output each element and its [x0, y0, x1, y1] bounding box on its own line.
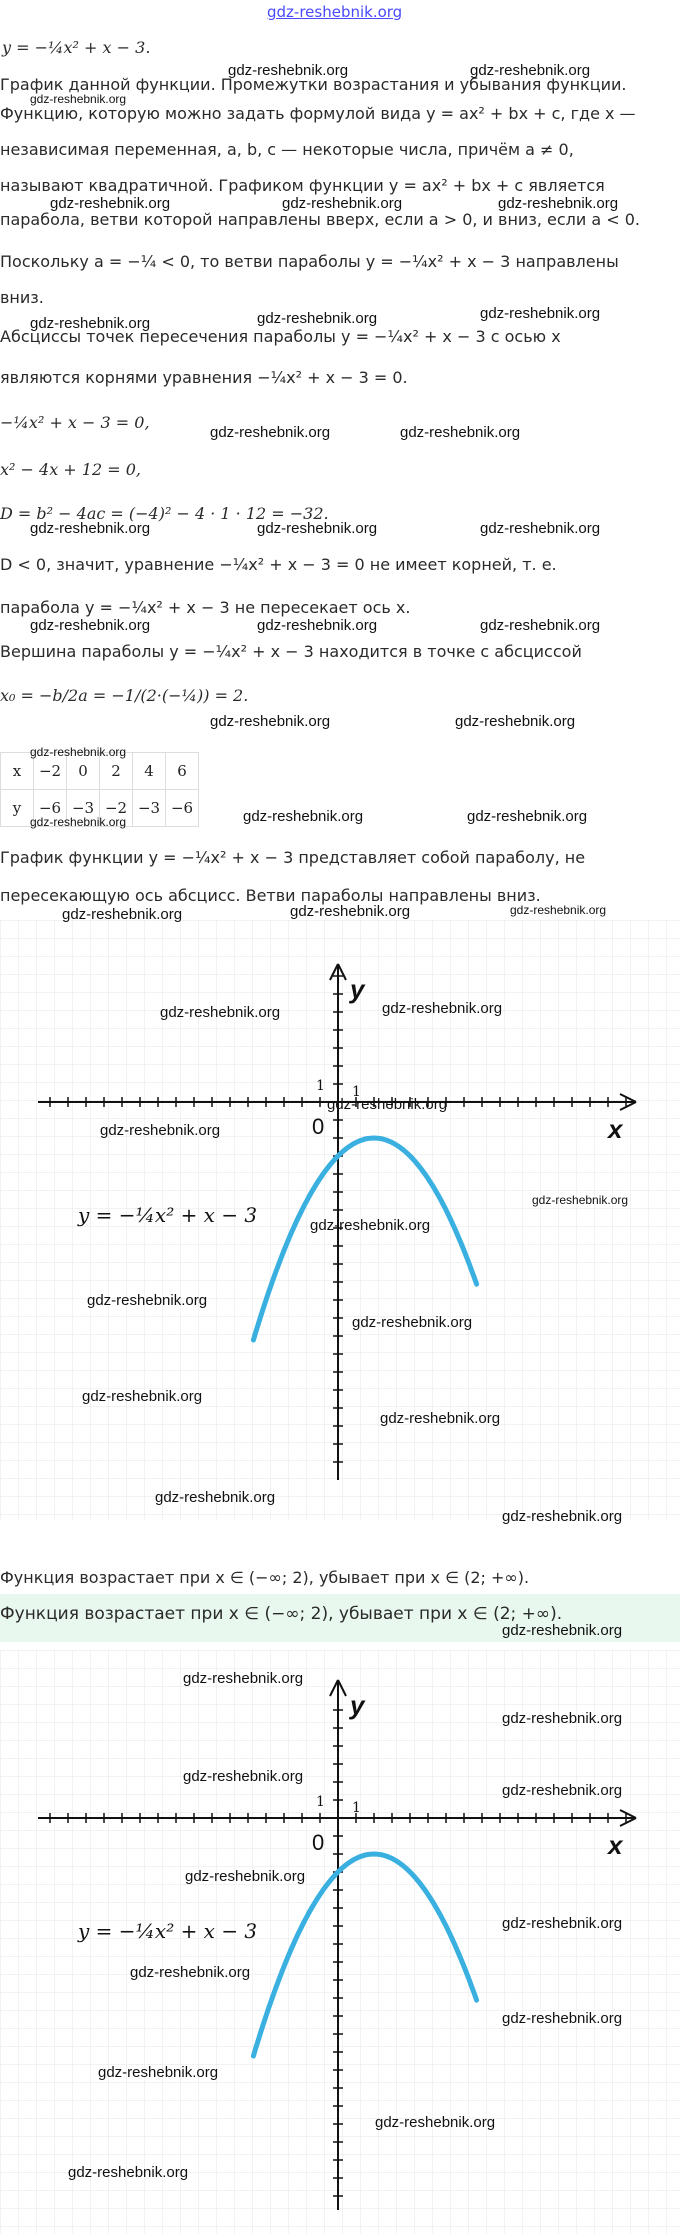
watermark-text: gdz-reshebnik.org [183, 1768, 304, 1785]
watermark-text: gdz-reshebnik.org [30, 315, 151, 332]
watermark-text: gdz-reshebnik.org [498, 195, 619, 212]
table-cell: −3 [67, 790, 100, 827]
watermark-text: gdz-reshebnik.org [243, 808, 364, 825]
graph-formula: y = −¼x² + x − 3 [78, 1919, 258, 1943]
watermark-text: gdz-reshebnik.org [380, 1410, 501, 1427]
text-line: Вершина параболы y = −¼x² + x − 3 находится в точке с абсциссой [0, 642, 582, 661]
watermark-text: gdz-reshebnik.org [257, 617, 378, 634]
function-formula: y = −¼x² + x − 3. [2, 38, 151, 57]
y-axis-label: y [350, 974, 365, 1004]
watermark-text: gdz-reshebnik.org [183, 1670, 304, 1687]
watermark-text: gdz-reshebnik.org [502, 1710, 623, 1727]
text-line: независимая переменная, a, b, c — некоторые числа, причём a ≠ 0, [0, 140, 574, 159]
watermark-text: gdz-reshebnik.org [100, 1122, 221, 1139]
watermark-text: gdz-reshebnik.org [282, 195, 403, 212]
watermark-text: gdz-reshebnik.org [480, 617, 601, 634]
watermark-text: gdz-reshebnik.org [352, 1314, 473, 1331]
table-cell: 2 [100, 753, 133, 790]
table-cell: 0 [67, 753, 100, 790]
watermark-text: gdz-reshebnik.org [210, 713, 331, 730]
text-line: Функцию, которую можно задать формулой вида y = ax² + bx + c, где x — [0, 104, 636, 123]
graph-formula: y = −¼x² + x − 3 [78, 1203, 258, 1227]
watermark-text: gdz-reshebnik.org [382, 1000, 503, 1017]
table-cell: 4 [133, 753, 166, 790]
watermark-text: gdz-reshebnik.org [30, 617, 151, 634]
watermark-text: gdz-reshebnik.org [310, 1217, 431, 1234]
watermark-text: gdz-reshebnik.org [160, 1004, 281, 1021]
text-line: называют квадратичной. Графиком функции y = ax² + bx + c является [0, 176, 605, 195]
one-y-label: 1 [316, 1078, 325, 1094]
origin-label: 0 [312, 1830, 325, 1855]
parabola-graph-answer [0, 1650, 680, 2234]
table-cell: −6 [34, 790, 67, 827]
watermark-text: gdz-reshebnik.org [480, 520, 601, 537]
text-line: Абсциссы точек пересечения параболы y = −¼x² + x − 3 с осью x [0, 327, 561, 346]
equation-line: x² − 4x + 12 = 0, [0, 460, 141, 479]
watermark-text: gdz-reshebnik.org [502, 1782, 623, 1799]
watermark-text: gdz-reshebnik.org [290, 903, 411, 920]
watermark-text: gdz-reshebnik.org [30, 745, 127, 759]
table-cell: −2 [34, 753, 67, 790]
watermark-text: gdz-reshebnik.org [470, 62, 591, 79]
one-x-label: 1 [352, 1084, 361, 1100]
watermark-text: gdz-reshebnik.org [510, 903, 607, 917]
watermark-text: gdz-reshebnik.org [327, 1096, 448, 1113]
text-line: D < 0, значит, уравнение −¼x² + x − 3 = 0 не имеет корней, т. е. [0, 555, 557, 574]
x-axis-label: x [608, 1114, 623, 1144]
table-cell: −2 [100, 790, 133, 827]
table-cell: −6 [166, 790, 199, 827]
answer-line: Функция возрастает при x ∈ (−∞; 2), убывает при x ∈ (2; +∞). [0, 1568, 530, 1587]
watermark-text: gdz-reshebnik.org [228, 62, 349, 79]
table-cell: −3 [133, 790, 166, 827]
watermark-text: gdz-reshebnik.org [98, 2064, 219, 2081]
watermark-text: gdz-reshebnik.org [62, 906, 183, 923]
watermark-text: gdz-reshebnik.org [480, 305, 601, 322]
watermark-text: gdz-reshebnik.org [30, 92, 127, 106]
watermark-text: gdz-reshebnik.org [30, 815, 127, 829]
text-line: Поскольку a = −¼ < 0, то ветви параболы y = −¼x² + x − 3 направлены [0, 252, 619, 271]
table-cell: 6 [166, 753, 199, 790]
vertex-line: x₀ = −b/2a = −1/(2·(−¼)) = 2. [0, 686, 249, 705]
watermark-text: gdz-reshebnik.org [68, 2164, 189, 2181]
watermark-text: gdz-reshebnik.org [257, 310, 378, 327]
text-line: График функции y = −¼x² + x − 3 представляет собой параболу, не [0, 848, 586, 867]
watermark-text: gdz-reshebnik.org [455, 713, 576, 730]
text-line: пересекающую ось абсцисс. Ветви параболы направлены вниз. [0, 886, 541, 905]
watermark-text: gdz-reshebnik.org [257, 520, 378, 537]
table-cell: x [1, 753, 34, 790]
watermark-text: gdz-reshebnik.org [30, 520, 151, 537]
watermark-text: gdz-reshebnik.org [467, 808, 588, 825]
watermark-text: gdz-reshebnik.org [375, 2114, 496, 2131]
watermark-text: gdz-reshebnik.org [185, 1868, 306, 1885]
watermark-text: gdz-reshebnik.org [502, 1622, 623, 1639]
y-axis-label: y [350, 1690, 365, 1720]
watermark-text: gdz-reshebnik.org [502, 1915, 623, 1932]
watermark-text: gdz-reshebnik.org [130, 1964, 251, 1981]
table-cell: y [1, 790, 34, 827]
watermark-text: gdz-reshebnik.org [155, 1489, 276, 1506]
text-line: парабола, ветви которой направлены вверх, если a > 0, и вниз, если a < 0. [0, 210, 640, 229]
text-line: парабола y = −¼x² + x − 3 не пересекает ось x. [0, 598, 411, 617]
discriminant-line: D = b² − 4ac = (−4)² − 4 · 1 · 12 = −32. [0, 504, 329, 523]
watermark-text: gdz-reshebnik.org [502, 2010, 623, 2027]
watermark-text: gdz-reshebnik.org [87, 1292, 208, 1309]
answer-line-highlighted: Функция возрастает при x ∈ (−∞; 2), убывает при x ∈ (2; +∞). [0, 1604, 563, 1624]
text-line: являются корнями уравнения −¼x² + x − 3 = 0. [0, 368, 408, 387]
watermark-text: gdz-reshebnik.org [50, 195, 171, 212]
watermark-text: gdz-reshebnik.org [82, 1388, 203, 1405]
text-line: вниз. [0, 288, 44, 307]
one-y-label: 1 [316, 1794, 325, 1810]
heading-text: График данной функции. Промежутки возрастания и убывания функции. [0, 75, 627, 94]
one-x-label: 1 [352, 1800, 361, 1816]
watermark-text: gdz-reshebnik.org [532, 1193, 629, 1207]
origin-label: 0 [312, 1114, 325, 1139]
watermark-text: gdz-reshebnik.org [400, 424, 521, 441]
site-header-link[interactable]: gdz-reshebnik.org [267, 3, 403, 21]
equation-line: −¼x² + x − 3 = 0, [0, 413, 150, 432]
watermark-text: gdz-reshebnik.org [502, 1508, 623, 1525]
x-axis-label: x [608, 1830, 623, 1860]
watermark-text: gdz-reshebnik.org [210, 424, 331, 441]
